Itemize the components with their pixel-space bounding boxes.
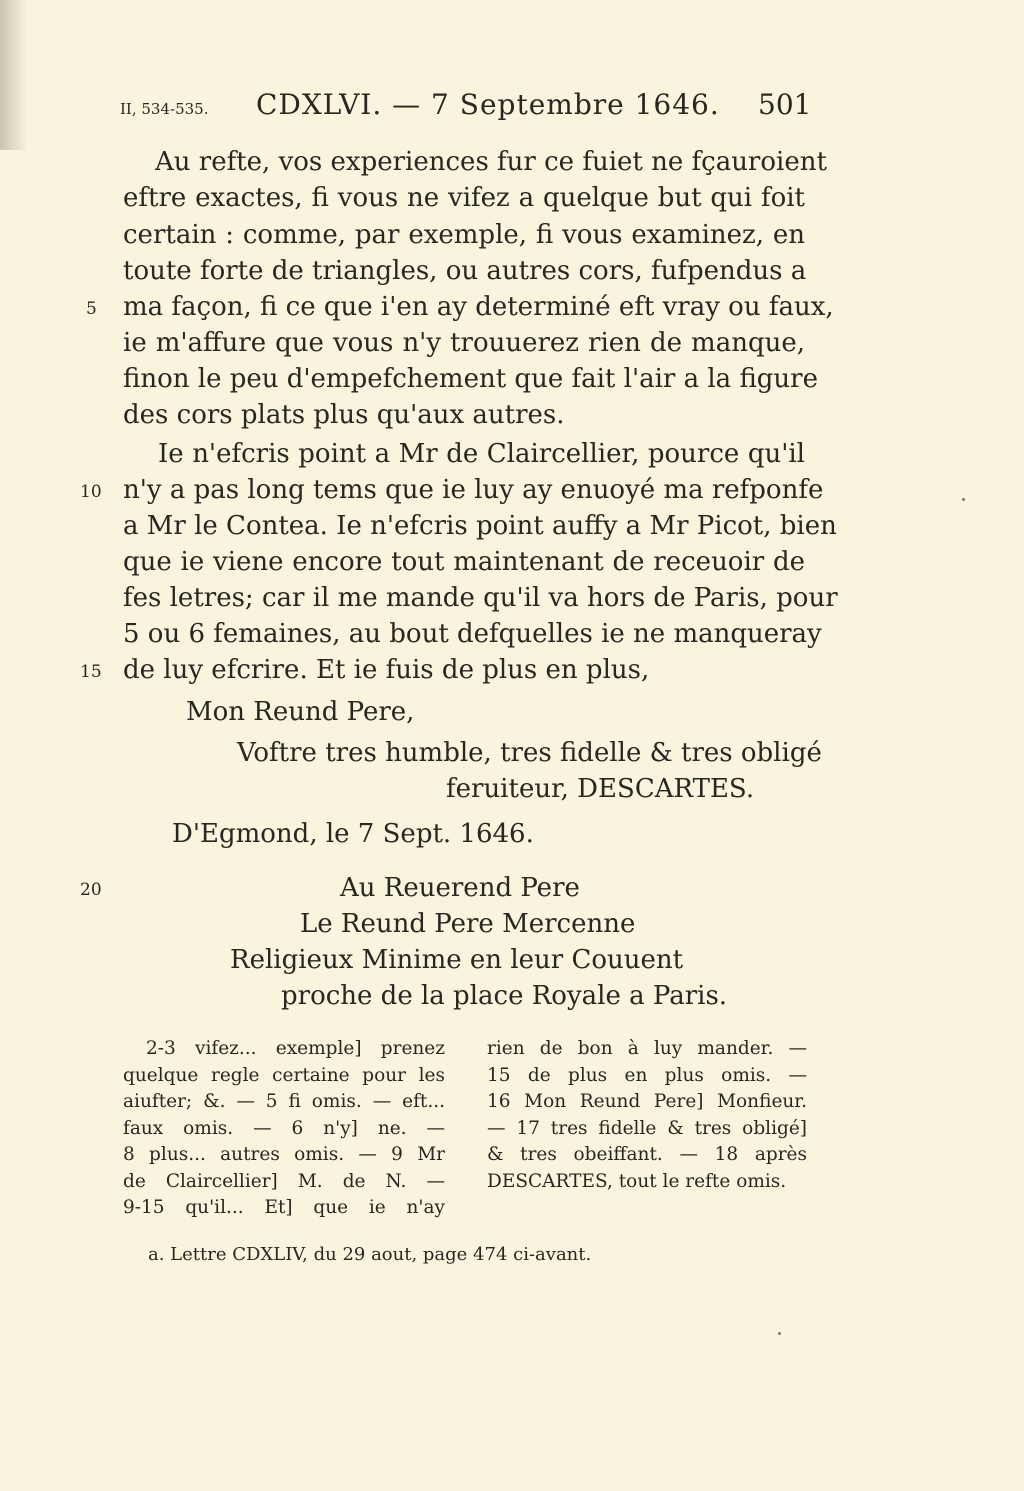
- footnote-line: aiufter; &. — 5 fi omis. — eft...: [123, 1091, 445, 1112]
- line-number: 10: [80, 482, 102, 502]
- footnote-line: faux omis. — 6 n'y] ne. —: [123, 1117, 445, 1139]
- footnote-line: — 17 tres fidelle & tres obligé]: [487, 1117, 807, 1139]
- signoff-line: Voftre tres humble, tres fidelle & tres obligé: [237, 738, 822, 768]
- body-line: fes letres; car il me mande qu'il va hors de Paris, pour: [123, 583, 838, 613]
- editorial-note: a. Lettre CDXLIV, du 29 aout, page 474 ci-avant.: [148, 1244, 592, 1265]
- footnote-line: 8 plus... autres omis. — 9 Mr: [123, 1144, 445, 1165]
- footnotes-left: [123, 1036, 445, 1222]
- dateline: D'Egmond, le 7 Sept. 1646.: [172, 819, 534, 849]
- body-line: finon le peu d'empefchement que fait l'air a la figure: [123, 364, 818, 394]
- body-line: n'y a pas long tems que ie luy ay enuoyé ma refponfe: [123, 475, 824, 505]
- body-line: eftre exactes, fi vous ne vifez a quelque but qui foit: [123, 183, 805, 213]
- body-line: des cors plats plus qu'aux autres.: [123, 400, 565, 430]
- footnote-line: & tres obeiffant. — 18 après: [487, 1144, 807, 1165]
- body-line: que ie viene encore tout maintenant de receuoir de: [123, 547, 805, 577]
- line-number: 20: [80, 880, 102, 900]
- line-number: 5: [86, 299, 97, 319]
- address-line: Le Reund Pere Mercenne: [300, 909, 636, 939]
- body-line: Au refte, vos experiences fur ce fuiet ne fçauroient: [155, 147, 827, 177]
- footnote-line: 2-3 vifez... exemple] prenez: [146, 1038, 445, 1059]
- footnote-line: 16 Mon Reund Pere] Monfieur.: [487, 1091, 807, 1112]
- page-speck: [962, 498, 965, 501]
- header-reference: II, 534-535.: [120, 100, 209, 118]
- footnote-line: quelque regle certaine pour les: [123, 1064, 445, 1086]
- body-line: ma façon, fi ce que i'en ay determiné eft vray ou faux,: [123, 292, 834, 322]
- body-line: certain : comme, par exemple, fi vous examinez, en: [123, 220, 805, 250]
- footnote-line: 9-15 qu'il... Et] que ie n'ay: [123, 1197, 445, 1218]
- page-edge-shadow: [0, 0, 28, 150]
- footnotes-right: [487, 1036, 807, 1195]
- body-line: toute forte de triangles, ou autres cors, fufpendus a: [123, 256, 807, 286]
- salutation: Mon Reund Pere,: [186, 697, 415, 727]
- address-line: proche de la place Royale a Paris.: [281, 981, 728, 1011]
- body-line: Ie n'efcris point a Mr de Claircellier, pource qu'il: [158, 439, 805, 469]
- body-line: 5 ou 6 femaines, au bout defquelles ie ne manqueray: [123, 619, 822, 649]
- body-line: de luy efcrire. Et ie fuis de plus en plus,: [123, 655, 650, 685]
- footnote-line: rien de bon à luy mander. —: [487, 1038, 807, 1059]
- page-speck: [778, 1332, 781, 1335]
- header-title: CDXLVI. — 7 Septembre 1646.: [256, 88, 720, 121]
- body-line: ie m'affure que vous n'y trouuerez rien de manque,: [123, 328, 805, 358]
- line-number: 15: [80, 662, 102, 682]
- page-number: 501: [758, 88, 812, 121]
- footnote-line: de Claircellier] M. de N. —: [123, 1170, 445, 1192]
- signoff-signature: feruiteur, DESCARTES.: [446, 774, 755, 804]
- body-line: a Mr le Contea. Ie n'efcris point auffy a Mr Picot, bien: [123, 511, 837, 541]
- footnote-line: 15 de plus en plus omis. —: [487, 1064, 807, 1086]
- footnote-line: DESCARTES, tout le refte omis.: [487, 1170, 787, 1192]
- address-line: Au Reuerend Pere: [340, 873, 580, 903]
- address-line: Religieux Minime en leur Couuent: [230, 945, 684, 975]
